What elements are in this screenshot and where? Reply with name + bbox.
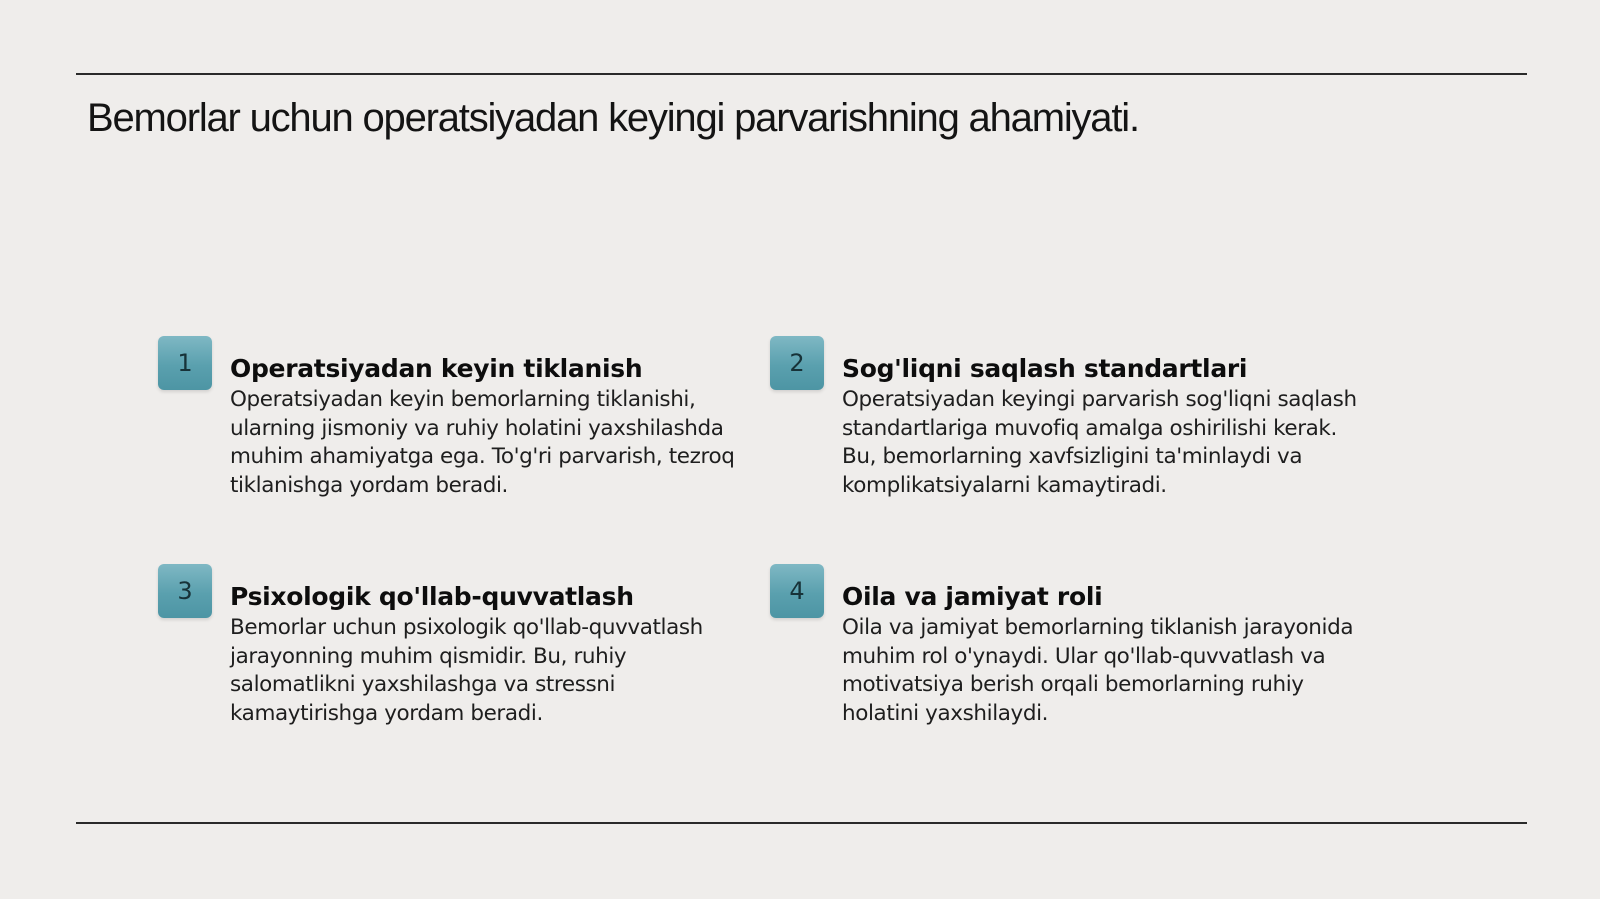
item-heading: Sog'liqni saqlash standartlari (842, 354, 1248, 383)
number-badge: 3 (158, 564, 212, 618)
number-badge: 1 (158, 336, 212, 390)
number-badge: 4 (770, 564, 824, 618)
item-body: Operatsiyadan keyingi parvarish sog'liqni saqlash standartlariga muvofiq amalga oshirilishi kerak. Bu, bemorlarning xavfsizligini ta'minlaydi va komplikatsiyalarni kamaytiradi. (842, 387, 1357, 498)
item-heading: Oila va jamiyat roli (842, 582, 1103, 611)
item-text (230, 354, 755, 500)
item-body: Bemorlar uchun psixologik qo'llab-quvvatlash jarayonning muhim qismidir. Bu, ruhiy salomatlikni yaxshilashga va stressni kamaytirishga yordam beradi. (230, 615, 703, 726)
number-badge: 2 (770, 336, 824, 390)
item-text (230, 582, 755, 728)
top-divider (76, 73, 1527, 75)
item-heading: Operatsiyadan keyin tiklanish (230, 354, 643, 383)
bottom-divider (76, 822, 1527, 824)
item-body: Oila va jamiyat bemorlarning tiklanish jarayonida muhim rol o'ynaydi. Ular qo'llab-quvvatlash va motivatsiya berish orqali bemorlarning ruhiy holatini yaxshilaydi. (842, 615, 1354, 726)
item-body: Operatsiyadan keyin bemorlarning tiklanishi, ularning jismoniy va ruhiy holatini yaxshilashda muhim ahamiyatga ega. To'g'ri parvarish, tezroq tiklanishga yordam beradi. (230, 387, 735, 498)
item-text (842, 582, 1367, 728)
item-heading: Psixologik qo'llab-quvvatlash (230, 582, 634, 611)
item-text (842, 354, 1367, 500)
slide-title: Bemorlar uchun operatsiyadan keyingi parvarishning ahamiyati. (87, 96, 1139, 140)
